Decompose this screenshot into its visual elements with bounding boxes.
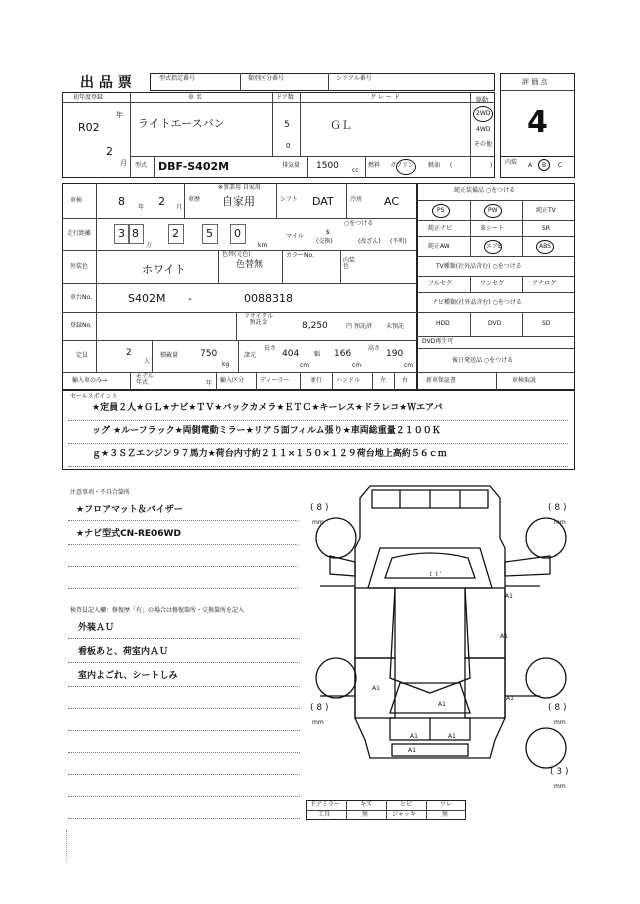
equip-airbag: エアB	[486, 243, 503, 250]
recycled-label: 預託済	[354, 323, 373, 330]
missing-header-crack: ヒビ	[400, 801, 413, 808]
missing-header-mirror: ドアミラー	[310, 801, 340, 808]
id-number-strip	[150, 73, 495, 91]
inspector-line-1: 外装ＡＵ	[78, 623, 115, 633]
shift-label: シフト	[280, 196, 299, 203]
chassis-dash: -	[188, 292, 192, 305]
diag-mark-a1-1: A1	[505, 593, 513, 600]
usage-note: ※事業用 自家用	[218, 184, 261, 191]
fuel-paren: (	[450, 162, 453, 169]
handle-left: 左	[380, 377, 387, 384]
class-number-label: 類別区分番号	[248, 75, 285, 82]
mileage-digit: 3	[118, 227, 125, 240]
fuel-paren-close: )	[490, 162, 493, 169]
tire-unit-fl: mm	[312, 519, 324, 526]
navi-hdd: HDD	[436, 320, 450, 327]
first-reg-label: 初年度登録	[73, 94, 104, 101]
missing-tools: 工具	[318, 811, 331, 818]
recycle-unit: 円	[346, 323, 353, 330]
interior-b: B	[542, 162, 547, 169]
drive-4wd: 4WD	[476, 126, 491, 133]
height-label: 高さ	[368, 345, 381, 352]
equip-tv: 純正TV	[536, 207, 556, 214]
mileage-opt-unknown: (不明)	[390, 238, 407, 245]
tire-unit-rr: mm	[554, 719, 566, 726]
chassis-prefix: S402M	[128, 292, 166, 305]
recycle-value: 8,250	[302, 321, 328, 331]
registration-label: 登録No.	[70, 322, 92, 329]
warranty-book: 新車保証書	[426, 377, 457, 384]
mileage-digit: 0	[234, 227, 241, 240]
inspector-line-3: 室内よごれ、シートしみ	[78, 671, 178, 681]
score-label: 評 価 点	[522, 78, 548, 86]
mileage-opt-tamper: (改ざん)	[358, 238, 381, 245]
interior-a: A	[528, 162, 533, 169]
chassis-number: 0088318	[244, 292, 293, 305]
dvd-playback: DVD再生可	[422, 338, 454, 345]
width-unit: cm	[352, 362, 362, 369]
mileage-unit-man: 万	[146, 242, 153, 249]
first-reg-month: 2	[106, 145, 113, 158]
wheel-spare	[526, 728, 566, 768]
doors-value: 5	[284, 120, 290, 130]
mileage-opt-exchange: (交換)	[316, 238, 333, 245]
inspection-year: 8	[118, 195, 125, 208]
first-reg-month-unit: 月	[120, 159, 127, 167]
doors-sub: 0	[286, 142, 291, 150]
serial-number-label: シリアル番号	[336, 75, 372, 82]
import-parallel: 並行	[310, 377, 323, 384]
fuel-diesel: 軽油	[428, 162, 441, 169]
vehicle-damage-diagram	[300, 478, 580, 800]
import-type-label: 輸入区分	[220, 377, 245, 384]
model-cert-label: 型式指定番号	[159, 75, 196, 82]
length-unit: cm	[300, 362, 310, 369]
wheel-rear-right	[526, 658, 566, 698]
interior-label: 内装	[505, 159, 518, 166]
inspection-year-unit: 年	[138, 204, 145, 211]
capacity-value: 2	[126, 348, 132, 358]
fuel-gas: ガソリン	[390, 162, 415, 169]
dims-label: 諸元	[244, 352, 257, 359]
missing-jack-value: 無	[442, 811, 449, 818]
interior-c: C	[558, 162, 563, 169]
interior-color-label: 内装 色	[343, 257, 356, 270]
color-no-label: カラーNo.	[286, 252, 314, 259]
model-year-label: モデル 年式	[136, 373, 154, 386]
tire-depth-front-right: ( 8 )	[548, 503, 567, 513]
car-name-label: 車 名	[188, 94, 202, 101]
inspection-month-unit: 月	[176, 204, 183, 211]
cc-label: 排気量	[282, 162, 301, 169]
grade-label: グ レ ー ド	[370, 94, 400, 101]
diag-mark-a1-8: A1	[408, 747, 416, 754]
tv-title: TV種類(社外品含む) ○をつける	[436, 263, 522, 270]
score-value: 4	[527, 105, 548, 140]
not-recycled-label: 未預託	[386, 323, 405, 330]
tire-unit-fr: mm	[554, 519, 566, 526]
warranty-manual: 車検取説	[512, 377, 537, 384]
equip-leather: 革シート	[480, 225, 505, 232]
length-label: 長さ	[264, 345, 277, 352]
recycle-label: リサイクル 預託金	[244, 313, 274, 326]
mileage-digit: 8	[132, 227, 139, 240]
capacity-unit: 人	[144, 358, 151, 365]
mileage-unit-km: km	[258, 242, 268, 249]
capacity-label: 定員	[76, 352, 89, 359]
missing-jack: ジャッキ	[392, 811, 416, 818]
chassis-label: 車台No.	[70, 294, 92, 301]
color-change-value: 色替無	[236, 260, 264, 270]
inspection-month: 2	[158, 195, 165, 208]
wheel-rear-left	[316, 658, 356, 698]
width-label: 幅	[314, 351, 321, 358]
details-grid	[62, 183, 417, 390]
equip-pw: PW	[488, 207, 498, 214]
document-title: 出 品 票	[80, 75, 132, 91]
inspection-label: 車検	[70, 197, 83, 204]
mileage-digit: 2	[172, 227, 179, 240]
color-value: ホワイト	[142, 263, 186, 276]
warranty-title: 後日発送品 ○をつける	[452, 357, 514, 364]
tire-unit-rl: mm	[312, 719, 324, 726]
fuel-label: 燃料	[368, 162, 381, 169]
type-label: 型式	[135, 162, 148, 169]
drive-other: その他	[474, 141, 493, 148]
notes-line-2: ★ナビ型式CN-RE06WD	[76, 529, 181, 539]
history-label: 車歴	[188, 196, 201, 203]
notes-label: 注意事項・不具合箇所	[70, 489, 131, 496]
tire-depth-rear-left: ( 8 )	[310, 703, 329, 713]
diag-mark-a1-2: A1	[500, 633, 508, 640]
tire-unit-spare: mm	[554, 783, 566, 790]
shift-value: DAT	[312, 195, 334, 208]
import-dealer: ディーラー	[260, 377, 290, 384]
diag-mark-a1-4: A1	[438, 701, 446, 708]
equip-ps: PS	[437, 207, 445, 214]
history-value: 自家用	[222, 195, 255, 208]
mileage-digit: 5	[206, 227, 213, 240]
mile-label: マイル	[286, 233, 304, 240]
ac-label: 冷房	[350, 196, 363, 203]
equip-sr: SR	[542, 225, 550, 232]
load-value: 750	[200, 349, 218, 359]
cc-unit: cc	[352, 167, 359, 174]
mileage-mark-1: $	[326, 229, 330, 236]
tire-depth-front-left: ( 8 )	[310, 503, 329, 513]
drive-label: 駆動	[476, 97, 489, 104]
equip-navi: 純正ナビ	[428, 225, 453, 232]
sales-line-2: ッグ ★ルーフラック★両側電動ミラー★リア５面フィルム張り★車両総重量２１００Ｋ	[92, 426, 441, 436]
type-value: DBF-S402M	[158, 160, 230, 173]
ac-value: AC	[384, 195, 400, 208]
color-change-label: 色替(元色)	[222, 251, 251, 258]
width-value: 166	[334, 349, 352, 359]
car-name: ライトエースバン	[138, 117, 225, 130]
navi-title: ナビ種類(社外品含む) ○をつける	[432, 299, 522, 306]
diag-mark-a1-3: A1	[372, 685, 380, 692]
tv-analog: アナログ	[532, 280, 557, 287]
height-unit: cm	[404, 362, 414, 369]
diag-mark-a1-5: A1	[506, 695, 514, 702]
load-unit: kg	[222, 361, 230, 368]
navi-dvd: DVD	[488, 320, 502, 327]
equip-aw: 純正AW	[428, 243, 450, 250]
import-label: 輸入車のみ→	[72, 377, 108, 384]
handle-label: ハンドル	[336, 377, 361, 384]
sales-points-label: セールスポイント	[70, 393, 118, 400]
navi-sd: SD	[542, 320, 551, 327]
tire-depth-spare: ( 3 )	[550, 767, 569, 777]
drive-2wd: 2WD	[476, 110, 491, 117]
mileage-label: 走行距離	[67, 230, 92, 237]
load-label: 積載量	[160, 352, 179, 359]
missing-header-scratch: キズ	[360, 801, 372, 808]
model-year-unit: 年	[206, 380, 213, 387]
length-value: 404	[282, 349, 300, 359]
cc-value: 1500	[316, 161, 339, 171]
tv-oneseg: ワンセグ	[480, 280, 505, 287]
missing-tools-value: 無	[362, 811, 369, 818]
equipment-title: 純正装備品 ○をつける	[454, 187, 516, 194]
diag-mark-tt: ｔｔ'	[428, 571, 442, 578]
sales-line-1: ★定員２人★ＧＬ★ナビ★ＴＶ★バックカメラ★ＥＴＣ★キーレス★ドラレコ★Ｗエアバ	[92, 403, 443, 413]
inspector-label: 検査員記入欄：修復歴「有」の場合は修復箇所・交換箇所を記入	[70, 607, 245, 614]
missing-header-break: ワレ	[440, 801, 453, 808]
first-reg-year-unit: 年	[116, 111, 123, 119]
notes-line-1: ★フロアマット＆バイザー	[76, 505, 183, 515]
diag-mark-a1-7: A1	[448, 733, 456, 740]
first-reg-era-year: R02	[78, 121, 100, 134]
grade-value: ＧＬ	[330, 119, 352, 132]
mileage-circle-note: ○をつける	[344, 220, 374, 227]
tv-fullseg: フルセグ	[428, 280, 452, 287]
tire-depth-rear-right: ( 8 )	[548, 703, 567, 713]
inspector-line-2: 看板あと、荷室内ＡＵ	[78, 647, 169, 657]
height-value: 190	[386, 349, 404, 359]
doors-label: ドア数	[276, 94, 294, 101]
handle-right: 右	[402, 377, 409, 384]
color-label: 外装色	[70, 263, 89, 270]
sales-line-3: ｇ★３ＳＺエンジン９７馬力★荷台内寸約２１１×１５０×１２９荷台地上高約５６ｃｍ	[92, 449, 447, 459]
diag-mark-a1-6: A1	[410, 733, 418, 740]
equip-abs: ABS	[539, 243, 551, 250]
